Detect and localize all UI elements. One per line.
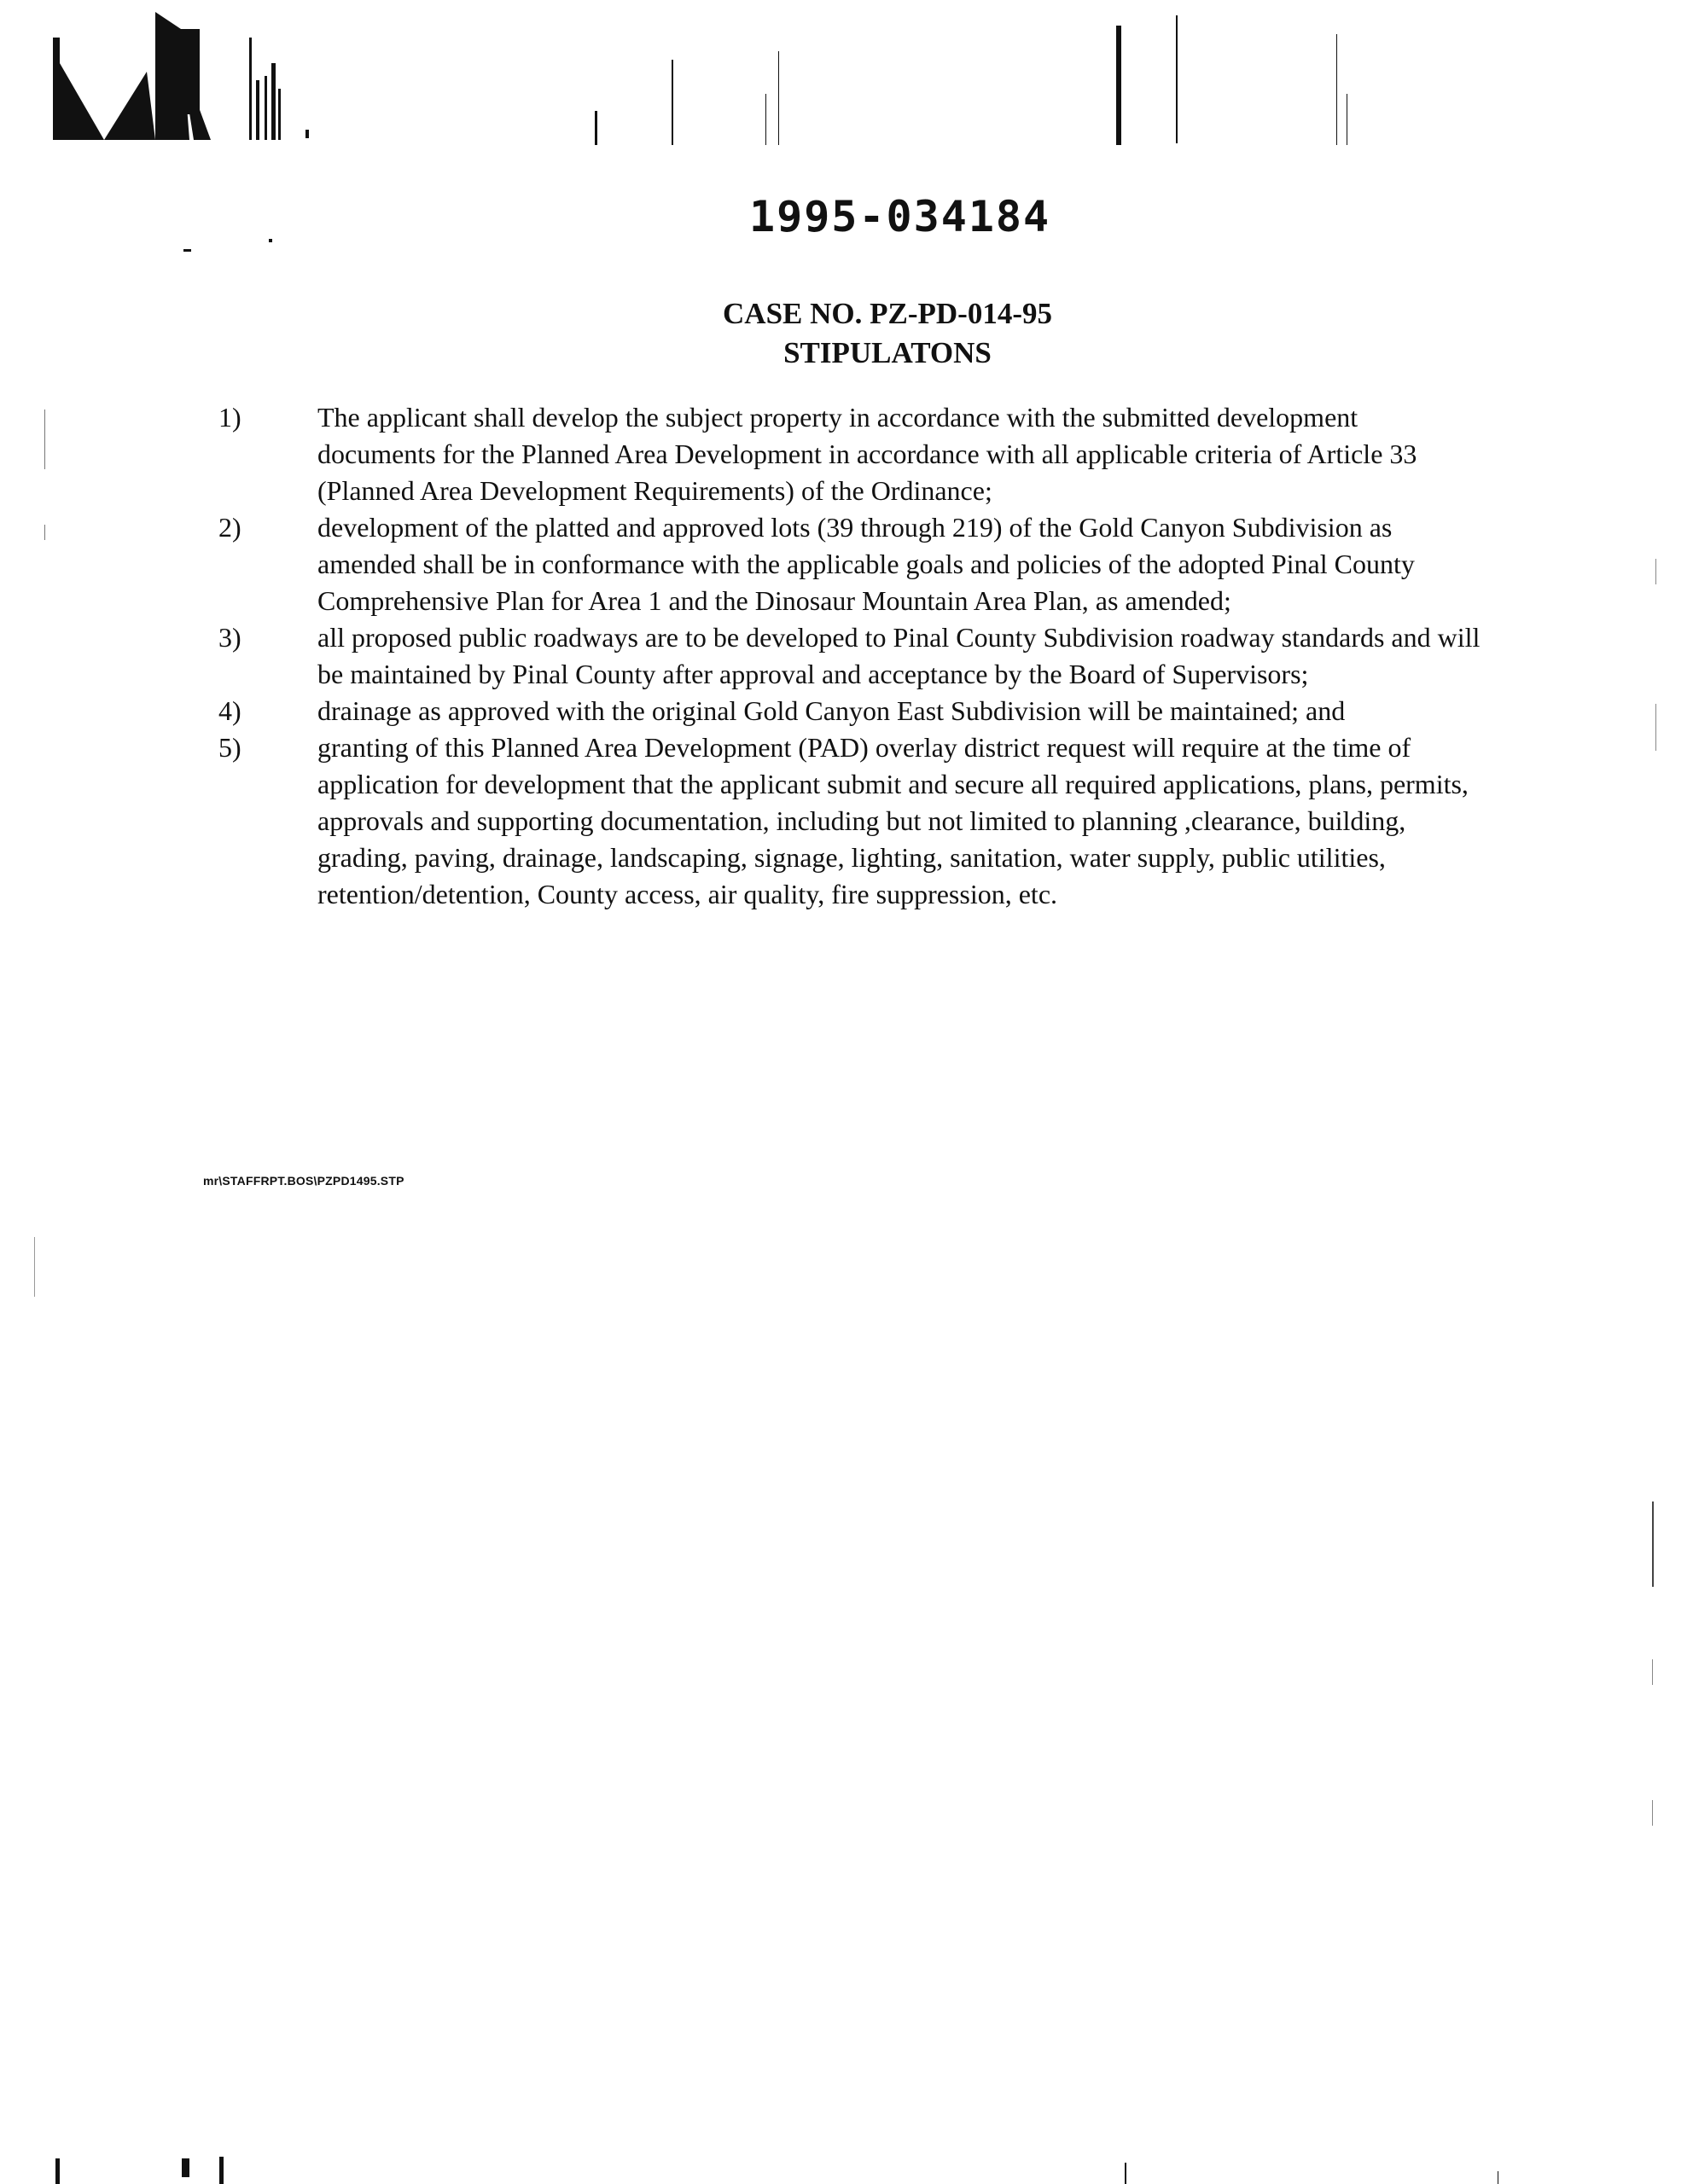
- stipulation-text: granting of this Planned Area Development (PAD) overlay district request will require at the time of application for development that the applicant submit and secure all required applications, plans, permits, approvals and supporting documentation, including but not limited to planning ,clearance, building, grading, paving, drainage, landscaping, signage, lighting, sanitation, water supply, public utilities, retention/detention, County access, air quality, fire suppression, etc.: [317, 732, 1469, 909]
- file-reference: mr\STAFFRPT.BOS\PZPD1495.STP: [203, 1174, 404, 1188]
- scan-line: [1655, 559, 1656, 584]
- scan-line: [44, 525, 45, 540]
- scan-line: [44, 410, 45, 469]
- stipulation-text: The applicant shall develop the subject property in accordance with the submitted development documents for the Planned Area Development in accordance with all applicable criteria of Article 33 (Planned Area Development Requirements) of the Ordinance;: [317, 402, 1417, 506]
- scan-line: [1125, 2163, 1126, 2184]
- stipulation-item: [218, 729, 1481, 913]
- stipulation-item: [218, 693, 1481, 729]
- recording-number: 1995-034184: [749, 192, 1051, 241]
- scan-line: [1652, 1800, 1653, 1826]
- scan-line: [765, 94, 766, 145]
- case-title: [546, 294, 1229, 373]
- stipulation-text: drainage as approved with the original Gold Canyon East Subdivision will be maintained; and: [317, 695, 1346, 726]
- scan-line: [1336, 34, 1337, 145]
- stipulation-text: development of the platted and approved lots (39 through 219) of the Gold Canyon Subdivision as amended shall be in conformance with the applicable goals and policies of the adopted Pinal County Comprehensive Plan for Area 1 and the Dinosaur Mountain Area Plan, as amended;: [317, 512, 1415, 616]
- scan-line: [1176, 15, 1178, 143]
- stipulation-number: 4): [218, 695, 241, 726]
- scan-line: [595, 111, 597, 145]
- scan-line: [672, 60, 673, 145]
- case-number: CASE NO. PZ-PD-014-95: [723, 297, 1052, 330]
- stipulation-text: all proposed public roadways are to be developed to Pinal County Subdivision roadway standards and will be maintained by Pinal County after approval and acceptance by the Board of Supervisors;: [317, 622, 1481, 689]
- stipulation-item: [218, 619, 1481, 693]
- scan-line: [34, 1237, 35, 1297]
- stipulation-number: 1): [218, 402, 241, 433]
- stipulations-list: [218, 399, 1481, 913]
- scan-dot: [269, 239, 272, 242]
- scan-line: [1116, 26, 1121, 145]
- scan-line: [219, 2157, 224, 2184]
- scan-line: [778, 51, 779, 145]
- stipulation-item: [218, 509, 1481, 619]
- scan-line: [55, 2158, 60, 2184]
- stipulation-number: 3): [218, 622, 241, 653]
- scan-line: [1655, 704, 1656, 751]
- scan-dot: [183, 249, 191, 252]
- stipulation-number: 5): [218, 732, 241, 763]
- scan-line: [1652, 1502, 1654, 1587]
- scan-logo-icon: [53, 12, 326, 148]
- stipulation-item: [218, 399, 1481, 509]
- scan-line: [1652, 1659, 1653, 1685]
- scan-line: [182, 2158, 189, 2177]
- stipulation-number: 2): [218, 512, 241, 543]
- stipulations-heading: STIPULATONS: [783, 336, 992, 369]
